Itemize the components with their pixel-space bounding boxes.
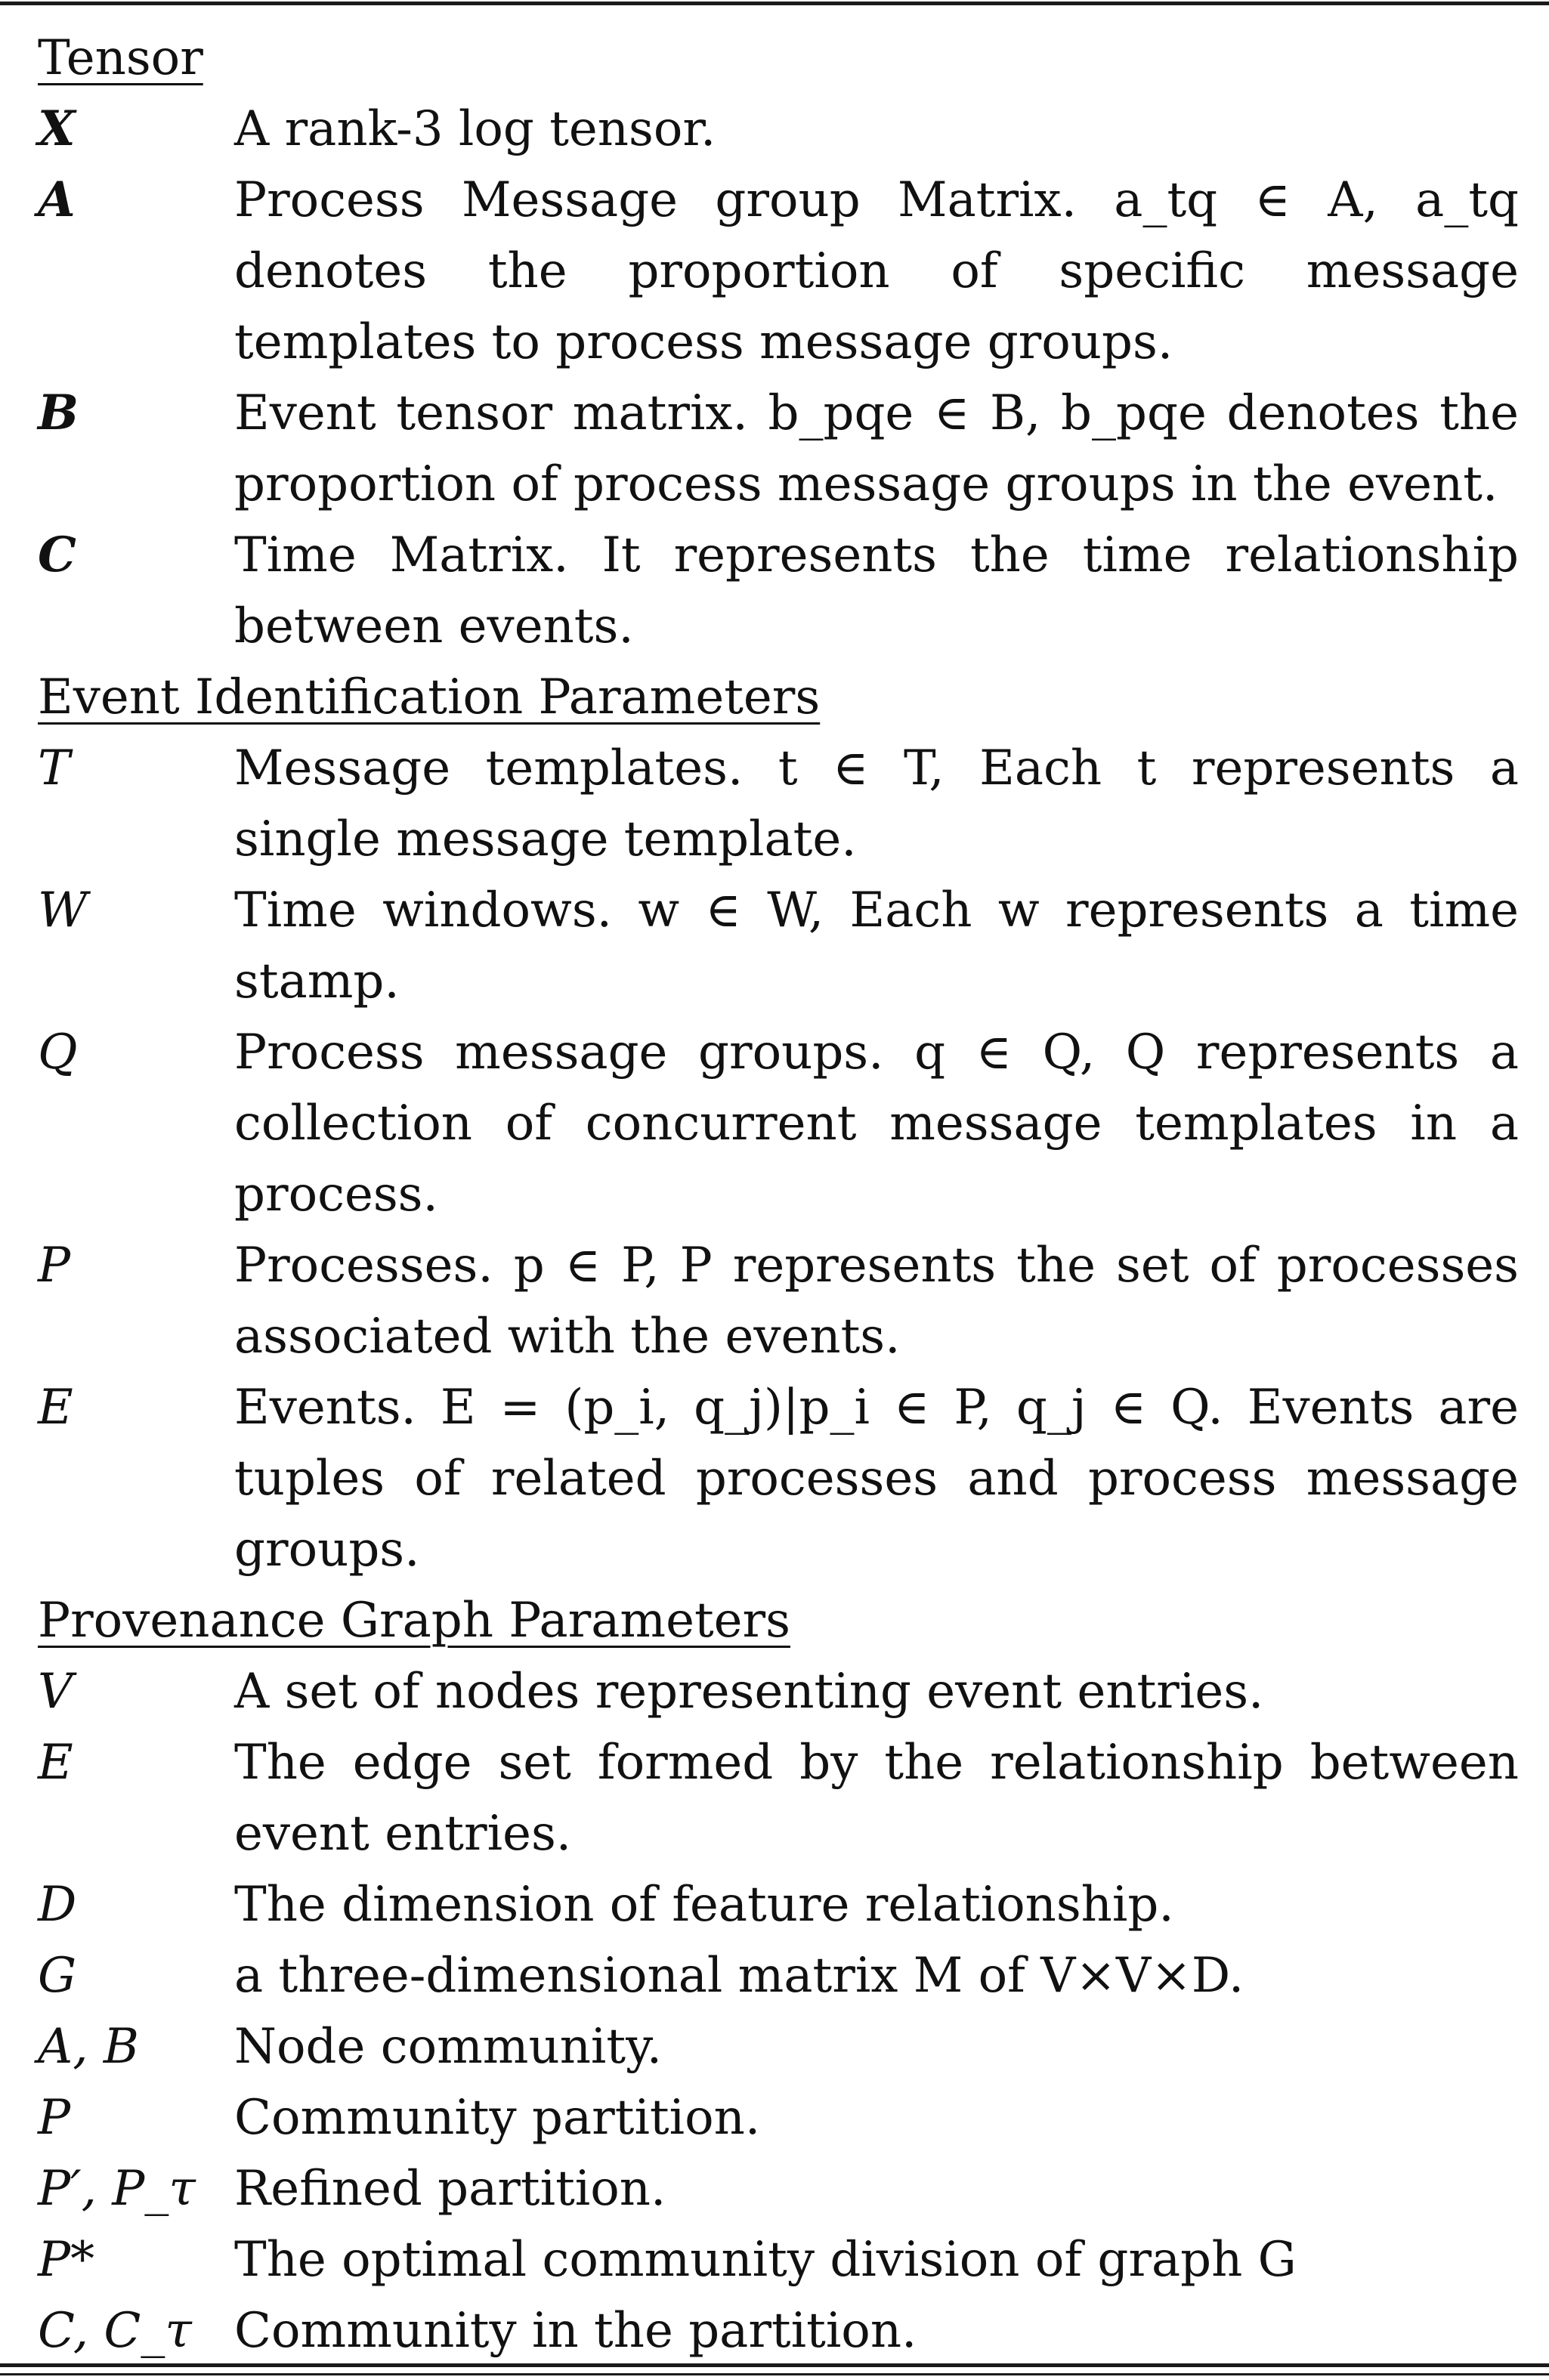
row-symbol: E [38, 1735, 73, 1791]
table-row [38, 520, 1519, 662]
row-description: Time Matrix. It represents the time relationship between events. [234, 527, 1519, 654]
row-description: The dimension of feature relationship. [234, 1877, 1174, 1933]
top-rule [0, 2, 1549, 5]
row-symbol: C [38, 527, 76, 583]
row-symbol: T [38, 740, 70, 796]
table-row [38, 875, 1519, 1017]
bottom-rule-thin [0, 2373, 1549, 2375]
table-row [38, 733, 1519, 875]
row-description: Process Message group Matrix. a_tq ∈ A, a_tq denotes the proportion of specific message templates to process message groups. [234, 172, 1519, 370]
table-row [38, 2295, 1519, 2366]
table-row [38, 1230, 1519, 1372]
table-row [38, 1017, 1519, 1230]
row-symbol: E [38, 1380, 73, 1436]
row-symbol: D [38, 1877, 77, 1933]
row-symbol: Q [38, 1025, 78, 1080]
row-description: A set of nodes representing event entries. [234, 1664, 1264, 1720]
section-event-identification [38, 662, 1519, 1585]
row-description: a three-dimensional matrix M of V×V×D. [234, 1948, 1244, 2004]
row-symbol: C, C_τ [38, 2303, 192, 2359]
section-provenance-graph [38, 1585, 1519, 2366]
table-row [38, 165, 1519, 378]
table-row [38, 2082, 1519, 2153]
table-row [38, 1940, 1519, 2011]
table-row [38, 2153, 1519, 2224]
row-symbol: P* [38, 2232, 95, 2288]
row-description: A rank-3 log tensor. [234, 101, 716, 157]
row-description: Message templates. t ∈ T, Each t represents a single message template. [234, 740, 1519, 867]
row-symbol: W [38, 882, 88, 938]
table-row [38, 94, 1519, 165]
table-row [38, 2011, 1519, 2082]
table-row [38, 1727, 1519, 1869]
row-description: Process message groups. q ∈ Q, Q represents a collection of concurrent message templates in a process. [234, 1025, 1519, 1222]
row-symbol: X [38, 100, 76, 157]
row-description: Processes. p ∈ P, P represents the set of processes associated with the events. [234, 1238, 1519, 1365]
row-symbol: G [38, 1948, 77, 2004]
section-tensor [38, 23, 1519, 662]
bottom-rule [0, 2363, 1549, 2367]
row-description: Community partition. [234, 2090, 761, 2146]
row-symbol: A, B [38, 2019, 139, 2075]
table-row [38, 378, 1519, 520]
row-symbol: P [38, 2090, 71, 2146]
row-description: Event tensor matrix. b_pqe ∈ B, b_pqe denotes the proportion of process message groups in the event. [234, 385, 1519, 512]
row-description: Events. E = (p_i, q_j)|p_i ∈ P, q_j ∈ Q. Events are tuples of related processes and process message groups. [234, 1380, 1519, 1578]
row-description: Community in the partition. [234, 2303, 917, 2359]
row-symbol: A [38, 172, 76, 228]
section-title: Provenance Graph Parameters [38, 1593, 790, 1649]
section-title: Tensor [38, 30, 203, 86]
row-description: Time windows. w ∈ W, Each w represents a time stamp. [234, 882, 1519, 1009]
table-row [38, 1869, 1519, 1940]
section-title: Event Identification Parameters [38, 669, 821, 725]
table-row [38, 1656, 1519, 1727]
row-description: Refined partition. [234, 2161, 666, 2217]
row-description: The edge set formed by the relationship between event entries. [234, 1735, 1519, 1862]
row-symbol: B [38, 385, 79, 441]
row-symbol: P [38, 1238, 71, 1294]
notation-table [38, 23, 1519, 2366]
row-description: The optimal community division of graph G [234, 2232, 1297, 2288]
row-symbol: P′, P_τ [38, 2161, 196, 2217]
row-description: Node community. [234, 2019, 663, 2075]
table-row [38, 1372, 1519, 1585]
table-row [38, 2224, 1519, 2295]
row-symbol: V [38, 1664, 73, 1720]
